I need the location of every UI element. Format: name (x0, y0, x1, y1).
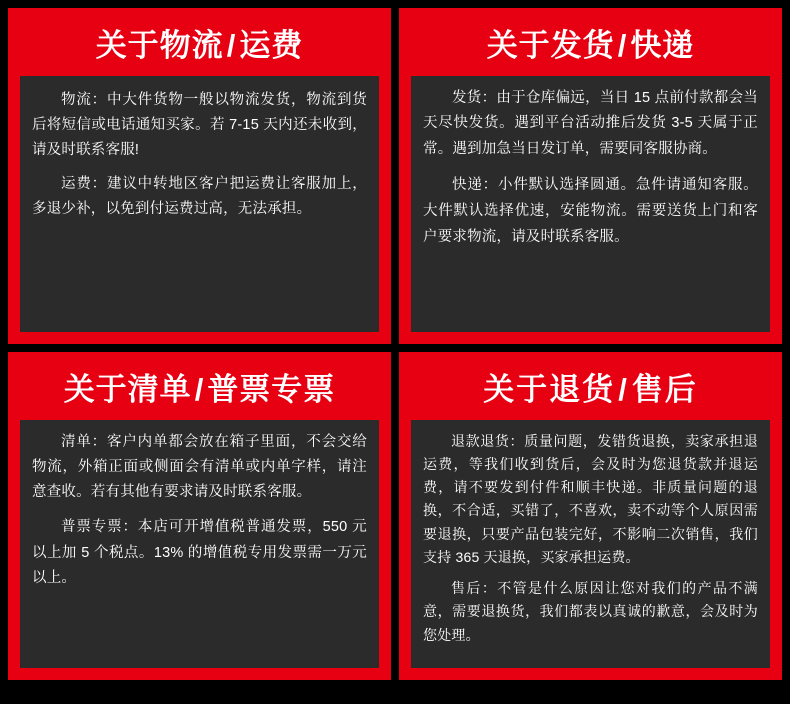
card-invoice-title-slash: / (194, 372, 205, 407)
card-invoice-body (20, 420, 379, 668)
card-logistics-body (20, 76, 379, 332)
card-invoice-title-right: 普票专票 (207, 372, 336, 407)
card-logistics-title (20, 18, 379, 76)
card-return-paragraph-2: 售后：不管是什么原因让您对我们的产品不满意，需要退换货，我们都表以真诚的歉意，会及时为您处理。 (423, 580, 758, 643)
card-return-title (411, 362, 770, 420)
card-invoice-paragraph-2: 普票专票：本店可开增值税普通发票，550 元以上加 5 个税点。13% 的增值税专用发票需一万元以上。 (32, 519, 367, 586)
card-logistics-paragraph-1: 物流：中大件货物一般以物流发货，物流到货后将短信或电话通知买家。若 7-15 天内还未收到，请及时联系客服! (32, 91, 367, 158)
card-shipping-title-right: 快递 (630, 28, 695, 63)
card-shipping-body (411, 76, 770, 332)
card-logistics-title-right: 运费 (239, 28, 304, 63)
card-shipping-paragraph-2: 快递：小件默认选择圆通。急件请通知客服。大件默认选择优速，安能物流。需要送货上门和客户要求物流，请及时联系客服。 (423, 177, 758, 245)
card-return-body (411, 420, 770, 668)
card-logistics-paragraph-2: 运费：建议中转地区客户把运费让客服加上，多退少补，以免到付运费过高，无法承担。 (32, 176, 367, 218)
card-shipping-title-slash: / (617, 28, 628, 63)
card-shipping-title (411, 18, 770, 76)
card-logistics-title-left: 关于物流 (95, 28, 224, 63)
card-invoice (8, 352, 391, 680)
card-return-paragraph-1: 退款退货：质量问题，发错货退换，卖家承担退运费，等我们收到货后，会及时为您退货款并退运费，请不要发到付件和顺丰快递。非质量问题的退换，不合适，买错了，不喜欢，卖不动等个人原因需要退换，只要产品包装完好，不影响二次销售，我们支持 365 天退换，买家承担运费。 (423, 432, 758, 565)
card-return-title-right: 售后 (631, 372, 698, 407)
card-return-title-slash: / (618, 372, 629, 407)
card-invoice-title-left: 关于清单 (63, 372, 192, 407)
card-shipping-title-left: 关于发货 (486, 28, 615, 63)
card-shipping-paragraph-1: 发货：由于仓库偏远，当日 15 点前付款都会当天尽快发货。遇到平台活动推后发货 3-5 天属于正常。遇到加急当日发订单，需要同客服协商。 (423, 89, 758, 158)
card-invoice-title (20, 362, 379, 420)
card-return (399, 352, 782, 680)
card-logistics-title-slash: / (226, 28, 237, 63)
card-return-title-left: 关于退货 (483, 372, 616, 407)
card-logistics (8, 8, 391, 344)
card-invoice-paragraph-1: 清单：客户内单都会放在箱子里面，不会交给物流，外箱正面或侧面会有清单或内单字样，请注意查收。若有其他有要求请及时联系客服。 (32, 433, 367, 501)
card-shipping (399, 8, 782, 344)
